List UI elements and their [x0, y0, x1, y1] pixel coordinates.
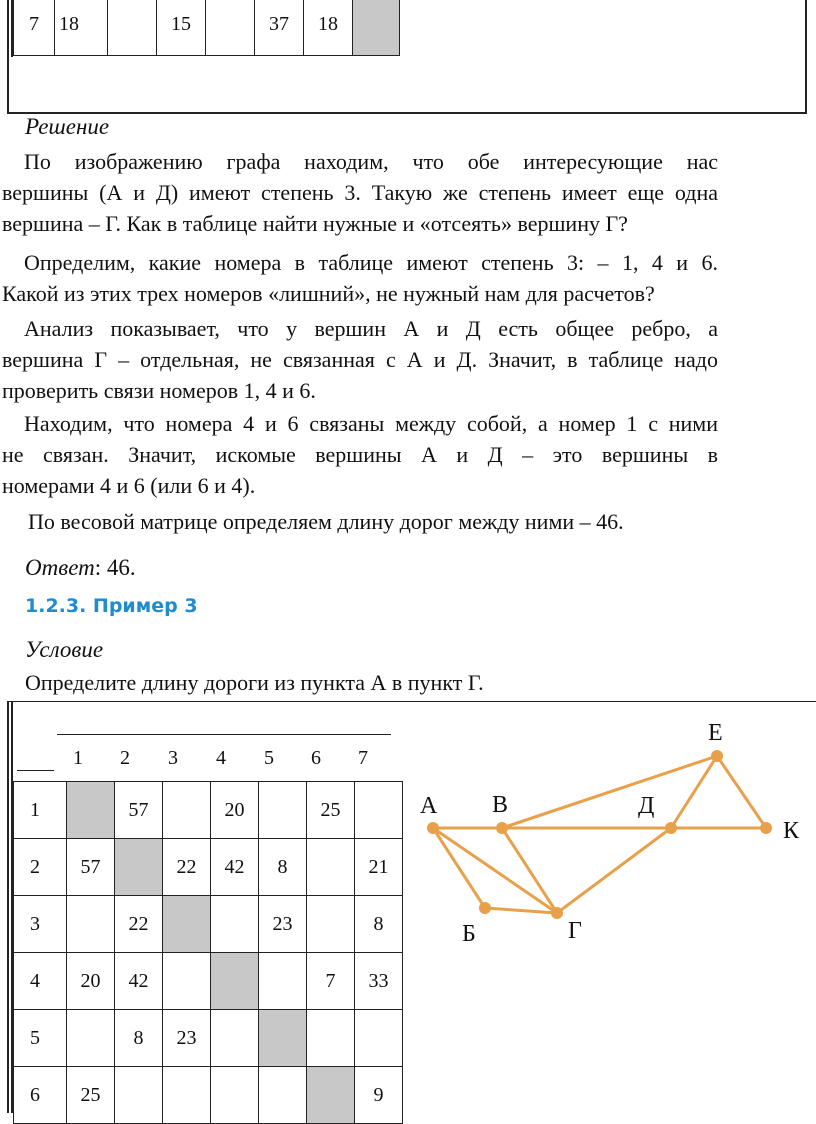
graph-node	[711, 750, 723, 762]
matrix-cell	[67, 1010, 115, 1067]
graph-node	[665, 822, 677, 834]
matrix-cell: 42	[115, 953, 163, 1010]
paragraph-2-line-2: Какой из этих трех номеров «лишний», не нужный нам для расчетов?	[2, 281, 655, 306]
matrix-cell: 20	[211, 782, 259, 839]
matrix-cell	[115, 1067, 163, 1124]
matrix-cell	[259, 782, 307, 839]
paragraph-2-line-1: Определим, какие номера в таблице имеют степень 3: – 1, 4 и 6.	[24, 250, 718, 275]
top-cell	[353, 0, 400, 56]
graph-edge	[502, 828, 557, 913]
matrix-cell	[211, 896, 259, 953]
matrix-cell: 42	[211, 839, 259, 896]
top-table	[13, 0, 400, 56]
matrix-cell: 20	[67, 953, 115, 1010]
answer-label: Ответ	[25, 555, 95, 580]
frame-bottom	[7, 112, 807, 114]
matrix-row	[14, 896, 403, 953]
paragraph-4-line-1: Находим, что номера 4 и 6 связаны между собой, а номер 1 с ними	[24, 411, 718, 436]
matrix-cell	[259, 1010, 307, 1067]
matrix-cell	[211, 1010, 259, 1067]
matrix-cell	[163, 896, 211, 953]
graph-node-label: Д	[638, 793, 655, 819]
condition-heading: Условие	[25, 637, 104, 662]
matrix-cell	[307, 1067, 355, 1124]
matrix-cell	[259, 1067, 307, 1124]
weight-matrix	[13, 781, 403, 1124]
matrix-cell: 8	[259, 839, 307, 896]
matrix-cell	[307, 896, 355, 953]
matrix-row	[14, 1067, 403, 1124]
graph-node	[496, 822, 508, 834]
paragraph-4-line-2: не связан. Значит, искомые вершины А и Д – это вершины в	[2, 442, 718, 467]
graph-node-label: В	[492, 792, 509, 818]
matrix-col-header: 1	[73, 747, 83, 769]
graph-node-label: Е	[708, 720, 723, 746]
graph-edge	[485, 908, 557, 913]
matrix-row-label: 1	[14, 782, 67, 839]
matrix-cell	[259, 953, 307, 1010]
matrix-header-line-left	[17, 770, 54, 771]
lower-frame-left-outer	[7, 701, 9, 1113]
answer-line	[25, 555, 136, 581]
matrix-cell: 25	[67, 1067, 115, 1124]
matrix-cell	[163, 1067, 211, 1124]
frame-right	[805, 0, 807, 113]
graph-edge	[557, 828, 671, 913]
example-heading: 1.2.3. Пример 3	[25, 595, 198, 617]
top-cell: 7	[14, 0, 55, 56]
matrix-cell: 8	[355, 896, 403, 953]
frame-left-outer	[7, 0, 9, 113]
matrix-col-header: 2	[120, 747, 130, 769]
matrix-col-headers	[55, 747, 395, 773]
matrix-cell	[307, 839, 355, 896]
graph-edge	[433, 828, 557, 913]
matrix-cell: 21	[355, 839, 403, 896]
matrix-cell	[115, 839, 163, 896]
top-cell: 37	[255, 0, 304, 56]
graph-node-label: К	[783, 818, 800, 844]
lower-frame-top	[7, 701, 816, 702]
matrix-row	[14, 839, 403, 896]
matrix-cell: 22	[163, 839, 211, 896]
paragraph-3-line-1: Анализ показывает, что у вершин А и Д есть общее ребро, а	[24, 316, 718, 341]
paragraph-5: По весовой матрице определяем длину дорог между ними – 46.	[28, 509, 624, 534]
matrix-cell	[163, 953, 211, 1010]
task-text: Определите длину дороги из пункта А в пункт Г.	[25, 670, 484, 695]
graph-edge	[671, 756, 717, 828]
matrix-cell: 57	[67, 839, 115, 896]
matrix-cell	[355, 1010, 403, 1067]
solution-heading: Решение	[25, 114, 110, 139]
matrix-col-header: 5	[264, 747, 274, 769]
matrix-cell	[67, 896, 115, 953]
matrix-row	[14, 782, 403, 839]
road-graph	[400, 705, 816, 965]
matrix-cell: 7	[307, 953, 355, 1010]
matrix-cell: 57	[115, 782, 163, 839]
matrix-cell	[355, 782, 403, 839]
paragraph-3-line-2: вершина Г – отдельная, не связанная с А и Д. Значит, в таблице надо	[2, 347, 718, 372]
matrix-row-label: 6	[14, 1067, 67, 1124]
matrix-col-header: 7	[358, 747, 368, 769]
solution-body	[2, 146, 718, 546]
matrix-row-label: 2	[14, 839, 67, 896]
matrix-cell: 8	[115, 1010, 163, 1067]
matrix-row	[14, 1010, 403, 1067]
matrix-header-line-top	[57, 734, 391, 735]
answer-value: : 46.	[94, 555, 136, 580]
matrix-cell: 23	[259, 896, 307, 953]
paragraph-1-line-1: По изображению графа находим, что обе интересующие нас	[24, 149, 718, 174]
graph-edge	[502, 756, 717, 828]
graph-node-label: Б	[462, 921, 476, 947]
top-cell: 18	[304, 0, 353, 56]
matrix-col-header: 6	[311, 747, 321, 769]
matrix-cell	[211, 1067, 259, 1124]
matrix-row-label: 4	[14, 953, 67, 1010]
graph-node	[551, 907, 563, 919]
matrix-row-label: 3	[14, 896, 67, 953]
paragraph-4-line-3: номерами 4 и 6 (или 6 и 4).	[2, 473, 256, 498]
graph-node	[427, 822, 439, 834]
paragraph-3-line-3: проверить связи номеров 1, 4 и 6.	[2, 378, 316, 403]
matrix-cell: 9	[355, 1067, 403, 1124]
matrix-row-label: 5	[14, 1010, 67, 1067]
matrix-cell	[67, 782, 115, 839]
matrix-cell	[211, 953, 259, 1010]
matrix-cell: 25	[307, 782, 355, 839]
matrix-col-header: 3	[168, 747, 178, 769]
matrix-cell	[307, 1010, 355, 1067]
matrix-cell: 22	[115, 896, 163, 953]
graph-node	[479, 902, 491, 914]
top-cell	[206, 0, 255, 56]
matrix-cell: 33	[355, 953, 403, 1010]
top-cell: 15	[157, 0, 206, 56]
top-cell	[108, 0, 157, 56]
top-cell: 18	[55, 0, 108, 56]
graph-edge	[433, 828, 485, 908]
graph-node	[760, 822, 772, 834]
graph-node-label: Г	[568, 918, 582, 944]
graph-edge	[717, 756, 766, 828]
graph-node-label: А	[420, 793, 438, 819]
matrix-row	[14, 953, 403, 1010]
matrix-col-header: 4	[216, 747, 226, 769]
paragraph-1-line-3: вершина – Г. Как в таблице найти нужные и «отсеять» вершину Г?	[2, 211, 628, 236]
matrix-cell	[163, 782, 211, 839]
paragraph-1-line-2: вершины (А и Д) имеют степень 3. Такую же степень имеет еще одна	[2, 180, 718, 205]
matrix-cell: 23	[163, 1010, 211, 1067]
